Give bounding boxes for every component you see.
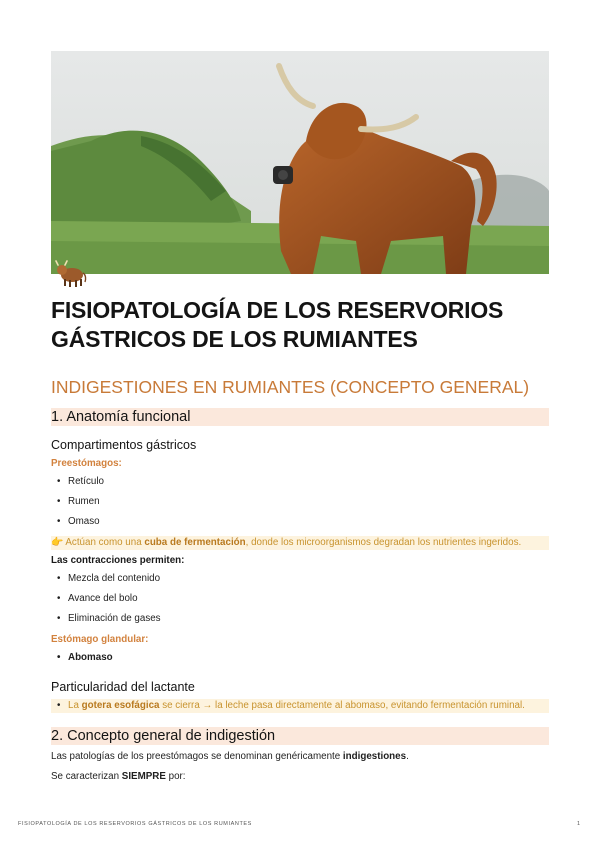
list-item: • Retículo <box>68 472 549 492</box>
highland-cow-photo <box>51 51 549 274</box>
list-item: • Abomaso <box>68 648 549 668</box>
list-glandular <box>51 648 549 668</box>
list-item: • Eliminación de gases <box>68 609 549 629</box>
label-preestomagos: Preestómagos: <box>51 458 122 469</box>
subheading-lactante: Particularidad del lactante <box>51 680 195 694</box>
note-gotera: • La gotera esofágica se cierra → la leche pasa directamente al abomaso, evitando fermentación ruminal. <box>51 699 549 713</box>
page-title: FISIOPATOLOGÍA DE LOS RESERVORIOS GÁSTRICOS DE LOS RUMIANTES <box>51 297 504 352</box>
label-contracciones: Las contracciones permiten: <box>51 555 185 566</box>
list-item: • Mezcla del contenido <box>68 569 549 589</box>
list-item: • Rumen <box>68 492 549 512</box>
paragraph-caracterizan: Se caracterizan SIEMPRE por: <box>51 771 186 782</box>
list-item: • Avance del bolo <box>68 589 549 609</box>
page-number: 1 <box>576 821 580 827</box>
list-contracciones <box>51 569 549 629</box>
pointing-hand-icon: 👉 <box>51 537 64 548</box>
document-content <box>51 296 549 785</box>
cow-emoji-icon <box>55 258 87 288</box>
note-fermentacion: 👉 Actúan como una cuba de fermentación, donde los microorganismos degradan los nutrientes ingeridos. <box>51 536 549 550</box>
section-title: INDIGESTIONES EN RUMIANTES (CONCEPTO GENERAL) <box>51 377 530 397</box>
subheading-compartimentos: Compartimentos gástricos <box>51 438 197 452</box>
footer-title: FISIOPATOLOGÍA DE LOS RESERVORIOS GÁSTRICOS DE LOS RUMIANTES <box>18 821 252 827</box>
list-preestomagos <box>51 472 549 532</box>
heading-indigestion: 2. Concepto general de indigestión <box>51 727 549 745</box>
hero-image <box>51 51 549 274</box>
label-glandular: Estómago glandular: <box>51 634 149 645</box>
paragraph-indigestiones: Las patologías de los preestómagos se denominan genéricamente indigestiones. <box>51 751 409 762</box>
list-item: • Omaso <box>68 512 549 532</box>
heading-anatomia: 1. Anatomía funcional <box>51 408 549 426</box>
